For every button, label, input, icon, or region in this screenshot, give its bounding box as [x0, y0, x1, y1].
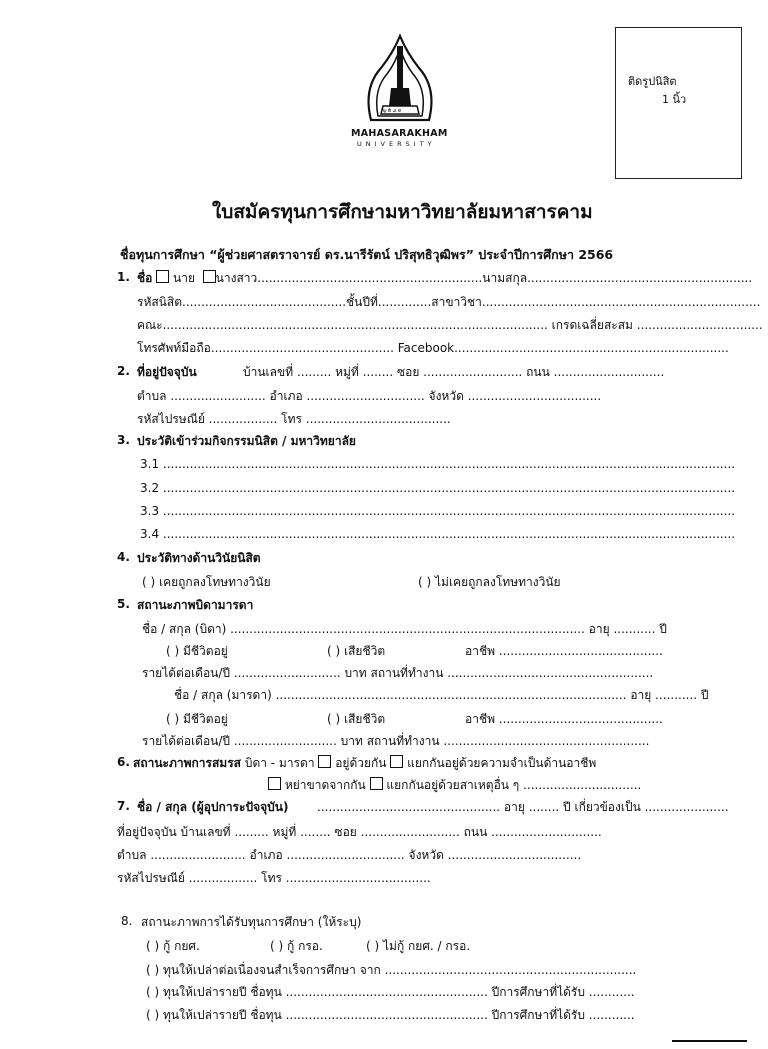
scholarship-name: ชื่อทุนการศึกษา “ผู้ช่วยศาสตราจารย์ ดร.นารีรัตน์ ปริสุทธิวุฒิพร” ประจำปีการศึกษา 2566	[120, 247, 614, 262]
mother-income-row[interactable]: รายได้ต่อเดือน/ปี ........................... บาท สถานที่ทำงาน ......................................................	[142, 734, 650, 748]
photo-label: ติดรูปนิสิต	[628, 75, 677, 88]
name-field[interactable]: ...........................................................นามสกุล...........................................................	[257, 271, 753, 285]
annual-grant-row[interactable]: ( ) ทุนให้เปล่ารายปี ชื่อทุน ..................................................... ปีการศึกษาที่ได้รับ ............	[146, 985, 635, 999]
mother-name-row[interactable]: ชื่อ / สกุล (มารดา) ............................................................................................ อายุ ........... ปี	[174, 688, 709, 702]
separated-other-label[interactable]: แยกกันอยู่ด้วยสาเหตุอื่น ๆ ...............................	[386, 778, 642, 792]
mother-dead-option[interactable]: ( ) เสียชีวิต	[327, 712, 386, 726]
father-name-row[interactable]: ชื่อ / สกุล (บิดา) ............................................................................................. อายุ ........... ปี	[142, 622, 667, 636]
name-label: ชื่อ	[137, 271, 153, 285]
father-job-field[interactable]: อาชีพ ...........................................	[465, 644, 663, 658]
section-5-label: สถานะภาพบิดามารดา	[137, 598, 254, 612]
no-loan-option[interactable]: ( ) ไม่กู้ กยศ. / กรอ.	[366, 939, 471, 953]
section-6-number: 6.	[117, 755, 130, 769]
section-5-number: 5.	[117, 597, 130, 611]
section-1-number: 1.	[117, 270, 130, 284]
address-row1[interactable]: บ้านเลขที่ ......... หมู่ที่ ........ ซอย .......................... ถนน .............................	[243, 365, 665, 379]
section-3-label: ประวัติเข้าร่วมกิจกรรมนิสิต / มหาวิทยาลัย	[137, 434, 356, 448]
guardian-address-row2[interactable]: ตำบล ......................... อำเภอ ............................... จังหวัด ...................................	[117, 848, 582, 862]
page-title: ใบสมัครทุนการศึกษามหาวิทยาลัยมหาสารคาม	[212, 201, 593, 223]
faculty-row[interactable]: คณะ..................................................................................................... เกรดเฉลี่ยสะสม .................................	[137, 318, 763, 332]
photo-size: 1 นิ้ว	[662, 93, 687, 106]
section-8-label: สถานะภาพการได้รับทุนการศึกษา (ให้ระบุ)	[141, 915, 362, 929]
divorced-label: หย่าขาดจากกัน	[284, 778, 366, 792]
mother-job-field[interactable]: อาชีพ ...........................................	[465, 712, 663, 726]
phone-row[interactable]: โทรศัพท์มือถือ................................................ Facebook........................................................................	[137, 341, 729, 355]
university-logo	[353, 28, 448, 153]
separated-work-checkbox[interactable]	[390, 755, 403, 768]
section-8-number: 8.	[121, 914, 133, 928]
guardian-address-row3[interactable]: รหัสไปรษณีย์ .................. โทร ......................................	[117, 871, 431, 885]
parents-label: บิดา - มารดา	[244, 756, 315, 770]
mr-checkbox[interactable]	[156, 270, 169, 283]
ms-label: นางสาว	[215, 271, 258, 285]
section-4-number: 4.	[117, 550, 130, 564]
activity-item[interactable]: 3.3 ......................................................................................................................................................	[140, 504, 736, 518]
activity-item[interactable]: 3.2 ......................................................................................................................................................	[140, 481, 736, 495]
section-1-row1	[137, 269, 752, 288]
activity-item[interactable]: 3.4 ......................................................................................................................................................	[140, 527, 736, 541]
address-row2[interactable]: ตำบล ......................... อำเภอ ............................... จังหวัด ...................................	[137, 389, 602, 403]
section-7-number: 7.	[117, 799, 130, 813]
mother-alive-option[interactable]: ( ) มีชีวิตอยู่	[166, 712, 228, 726]
guardian-name-field[interactable]: ................................................ อายุ ........ ปี เกี่ยวข้องเป็น ......................	[317, 800, 729, 814]
father-dead-option[interactable]: ( ) เสียชีวิต	[327, 644, 386, 658]
discipline-yes-option[interactable]: ( ) เคยถูกลงโทษทางวินัย	[142, 575, 271, 589]
section-3-number: 3.	[117, 433, 130, 447]
ms-checkbox[interactable]	[203, 270, 216, 283]
separated-work-label: แยกกันอยู่ด้วยความจำเป็นด้านอาชีพ	[407, 756, 597, 770]
logo-motto: ພູ ທໍ ມ ຄ	[383, 108, 402, 114]
together-label: อยู่ด้วยกัน	[335, 756, 387, 770]
section-6-row1	[133, 754, 596, 773]
discipline-no-option[interactable]: ( ) ไม่เคยถูกลงโทษทางวินัย	[418, 575, 561, 589]
section-2-label: ที่อยู่ปัจจุบัน	[137, 365, 197, 379]
annual-grant-row[interactable]: ( ) ทุนให้เปล่ารายปี ชื่อทุน ..................................................... ปีการศึกษาที่ได้รับ ............	[146, 1008, 635, 1022]
section-6-label: สถานะภาพการสมรส	[133, 756, 241, 770]
photo-box	[615, 27, 742, 179]
section-2-number: 2.	[117, 364, 130, 378]
divorced-checkbox[interactable]	[268, 777, 281, 790]
loan-kys-option[interactable]: ( ) กู้ กยศ.	[146, 939, 200, 953]
loan-kro-option[interactable]: ( ) กู้ กรอ.	[270, 939, 323, 953]
guardian-address-row1[interactable]: ที่อยู่ปัจจุบัน บ้านเลขที่ ......... หมู่ที่ ........ ซอย .......................... ถนน .............................	[117, 825, 602, 839]
logo-subname: UNIVERSITY	[357, 140, 436, 148]
together-checkbox[interactable]	[318, 755, 331, 768]
logo-name: MAHASARAKHAM	[351, 128, 448, 139]
activity-item[interactable]: 3.1 ......................................................................................................................................................	[140, 457, 736, 471]
mr-label: นาย	[173, 271, 195, 285]
continuous-grant-row[interactable]: ( ) ทุนให้เปล่าต่อเนื่องจนสำเร็จการศึกษา จาก ..................................................................	[146, 963, 637, 977]
father-income-row[interactable]: รายได้ต่อเดือน/ปี ............................ บาท สถานที่ทำงาน ......................................................	[142, 666, 654, 680]
address-row3[interactable]: รหัสไปรษณีย์ .................. โทร ......................................	[137, 412, 451, 426]
section-7-label: ชื่อ / สกุล (ผู้อุปการะปัจจุบัน)	[137, 800, 289, 814]
separated-other-checkbox[interactable]	[370, 777, 383, 790]
student-id-row[interactable]: รหัสนิสิต...........................................ชั้นปีที่..............สาขาวิชา.........................................................................	[137, 295, 761, 309]
father-alive-option[interactable]: ( ) มีชีวิตอยู่	[166, 644, 228, 658]
section-4-label: ประวัติทางด้านวินัยนิสิต	[137, 551, 261, 565]
bottom-rule	[672, 1040, 747, 1042]
section-6-row2	[268, 776, 641, 795]
